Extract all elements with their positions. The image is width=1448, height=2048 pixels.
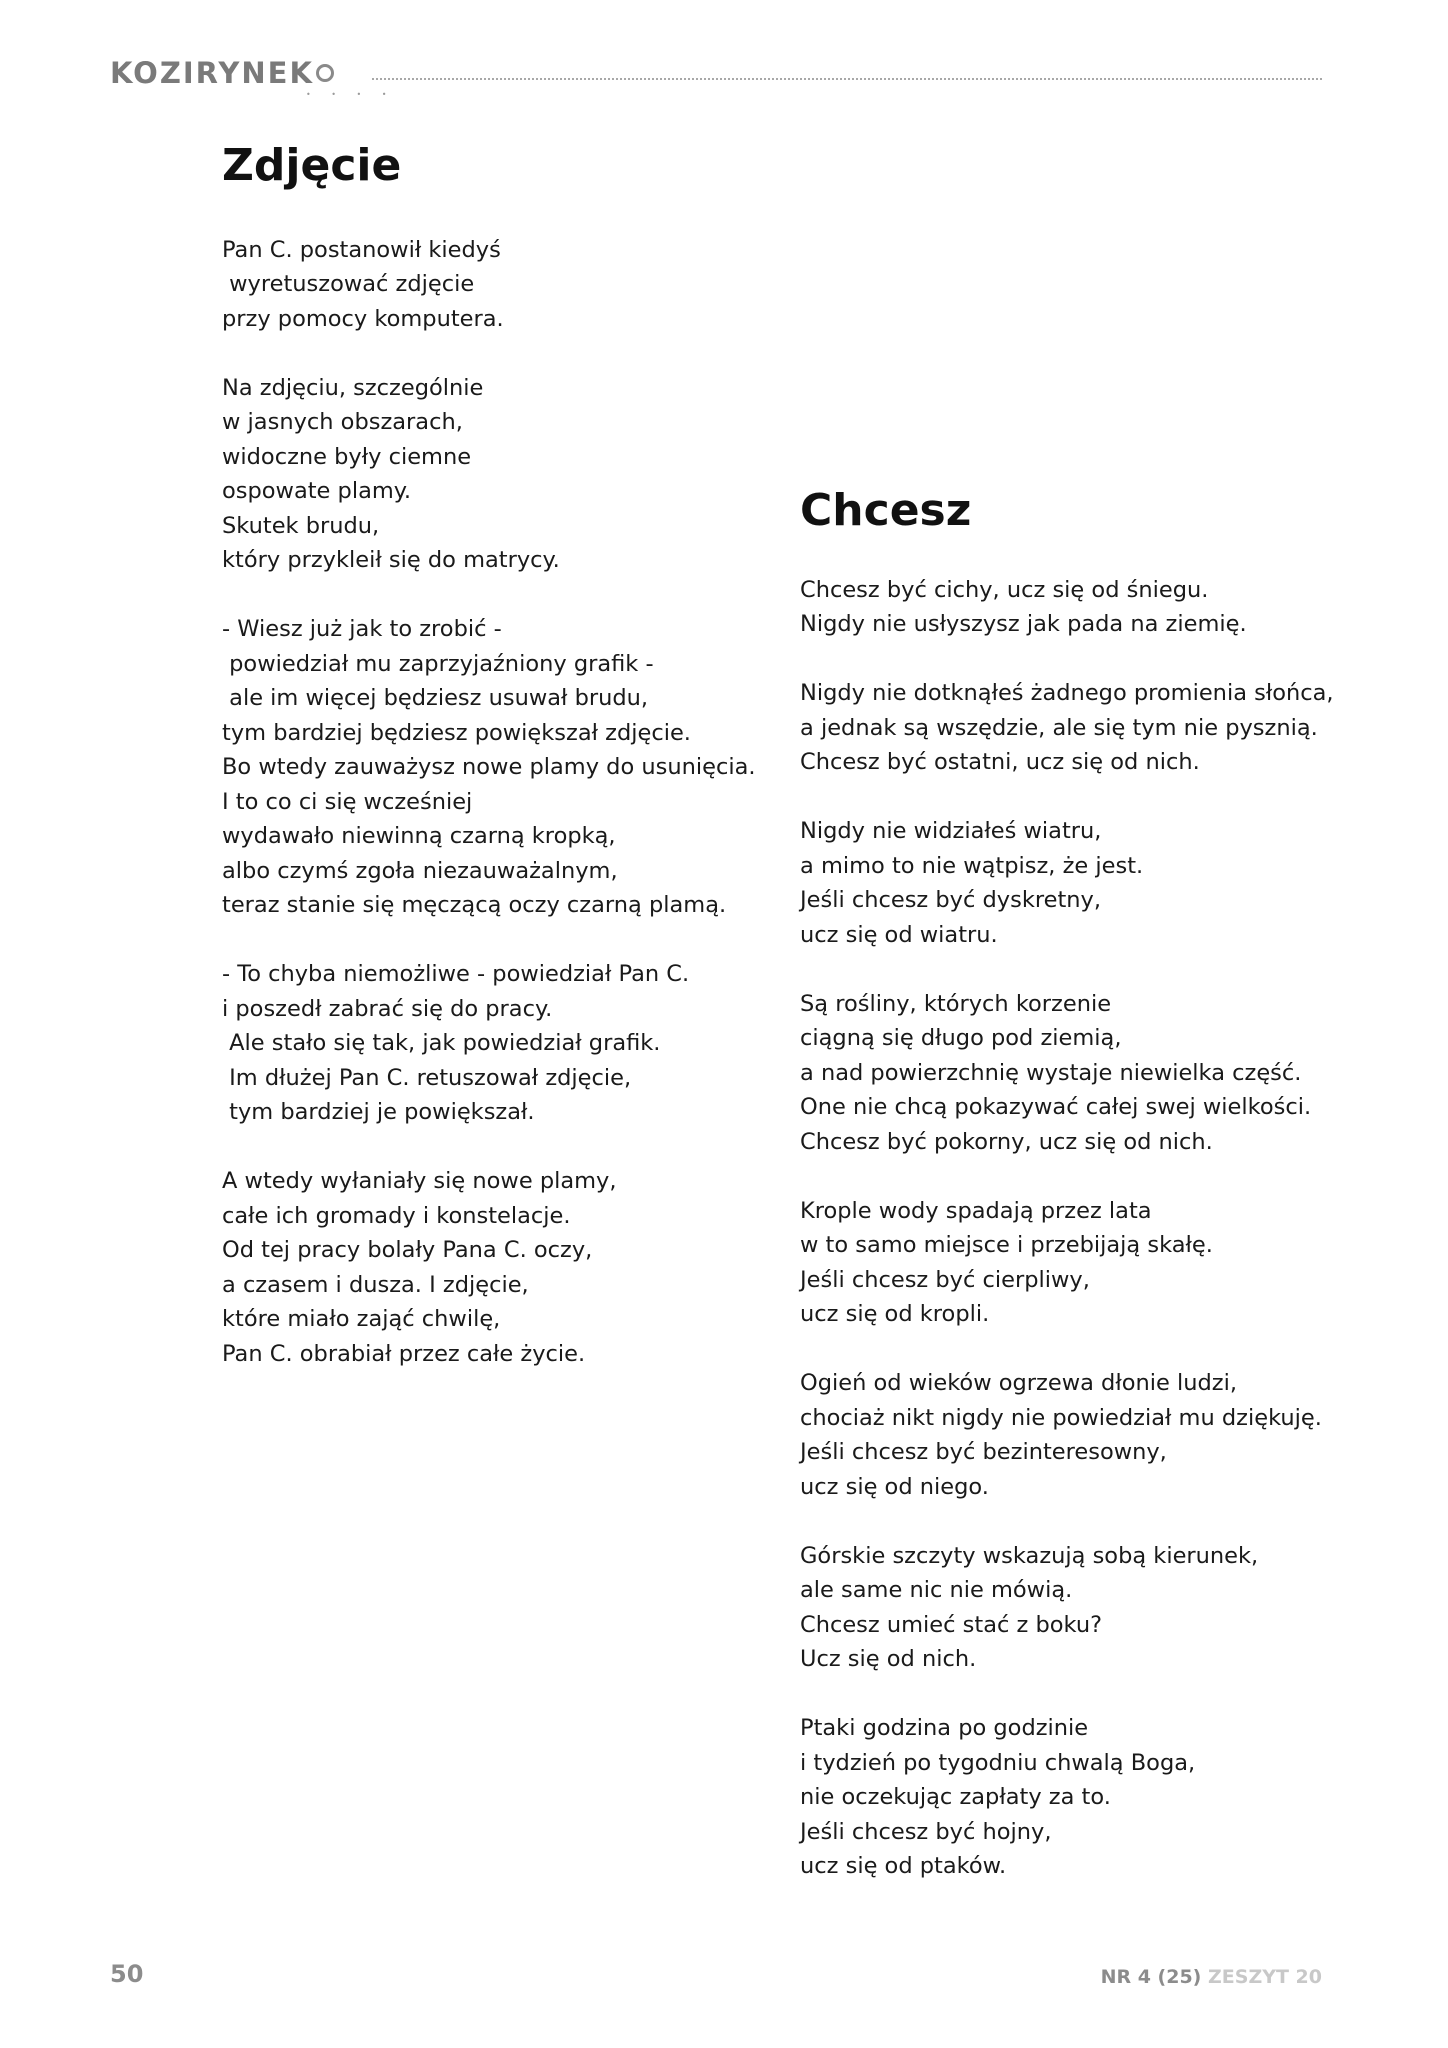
poem-line: teraz stanie się męczącą oczy czarną plamą.	[222, 892, 727, 919]
poem-line: Jeśli chcesz być bezinteresowny,	[800, 1439, 1167, 1466]
poem-line: Jeśli chcesz być hojny,	[800, 1818, 1052, 1845]
poem-line: Górskie szczyty wskazują sobą kierunek,	[800, 1542, 1259, 1569]
poem-line: Nigdy nie dotknąłeś żadnego promienia słońca,	[800, 680, 1334, 707]
logo-subtitle: • • • •	[306, 90, 396, 99]
logo-text: KOZIRYNEK	[110, 56, 314, 90]
poem-line: które miało zająć chwilę,	[222, 1306, 501, 1333]
poem-stanza	[222, 1164, 782, 1371]
poem-line: tym bardziej będziesz powiększał zdjęcie.	[222, 719, 691, 746]
poem-line: Od tej pracy bolały Pana C. oczy,	[222, 1237, 593, 1264]
poem-line: Krople wody spadają przez lata	[800, 1197, 1152, 1224]
poem-line: w jasnych obszarach,	[222, 409, 463, 436]
poem-chcesz	[800, 485, 1360, 1918]
poem-line: ucz się od ptaków.	[800, 1853, 1007, 1880]
poem-line: który przykleił się do matrycy.	[222, 547, 560, 574]
poem-line: ospowate plamy.	[222, 478, 412, 505]
issue-info	[1101, 1966, 1322, 1988]
poem-line: widoczne były ciemne	[222, 443, 472, 470]
page-number: 50	[110, 1960, 144, 1988]
poem-line: i poszedł zabrać się do pracy.	[222, 995, 553, 1022]
poem-stanza	[800, 676, 1360, 780]
poem-line: wyretuszować zdjęcie	[222, 271, 475, 298]
poem-line: powiedział mu zaprzyjaźniony grafik -	[222, 650, 654, 677]
poem-stanza	[800, 1194, 1360, 1332]
poem-line: One nie chcą pokazywać całej swej wielkości.	[800, 1094, 1312, 1121]
poem-line: nie oczekując zapłaty za to.	[800, 1784, 1111, 1811]
poem-line: Na zdjęciu, szczególnie	[222, 374, 484, 401]
poem-line: Nigdy nie widziałeś wiatru,	[800, 818, 1102, 845]
poem-line: chociaż nikt nigdy nie powiedział mu dziękuję.	[800, 1404, 1322, 1431]
poem-line: Pan C. obrabiał przez całe życie.	[222, 1340, 586, 1367]
poem-line: Ale stało się tak, jak powiedział grafik.	[222, 1030, 661, 1057]
logo-gear-icon	[316, 64, 334, 82]
poem-line: A wtedy wyłaniały się nowe plamy,	[222, 1168, 617, 1195]
poem-stanza	[800, 987, 1360, 1160]
poem-stanza	[800, 1711, 1360, 1884]
poem-line: Chcesz być cichy, ucz się od śniegu.	[800, 576, 1209, 603]
poem-line: Ogień od wieków ogrzewa dłonie ludzi,	[800, 1370, 1237, 1397]
poem-line: tym bardziej je powiększał.	[222, 1099, 535, 1126]
poem-line: Chcesz umieć stać z boku?	[800, 1611, 1103, 1638]
poem-line: Chcesz być ostatni, ucz się od nich.	[800, 749, 1200, 776]
poem-line: ucz się od kropli.	[800, 1301, 990, 1328]
poem-line: Pan C. postanowił kiedyś	[222, 236, 501, 263]
poem-line: Nigdy nie usłyszysz jak pada na ziemię.	[800, 611, 1247, 638]
poem-body	[800, 573, 1360, 1884]
poem-line: Chcesz być pokorny, ucz się od nich.	[800, 1128, 1213, 1155]
poem-line: przy pomocy komputera.	[222, 305, 504, 332]
poem-stanza	[222, 233, 782, 337]
poem-title: Chcesz	[800, 485, 972, 536]
poem-line: ucz się od niego.	[800, 1473, 989, 1500]
poem-line: Jeśli chcesz być cierpliwy,	[800, 1266, 1090, 1293]
poem-line: albo czymś zgoła niezauważalnym,	[222, 857, 618, 884]
poem-stanza	[222, 612, 782, 923]
poem-stanza	[222, 371, 782, 578]
poem-line: i tydzień po tygodniu chwalą Boga,	[800, 1749, 1196, 1776]
poem-line: wydawało niewinną czarną kropką,	[222, 823, 616, 850]
poem-stanza	[800, 1366, 1360, 1504]
poem-line: Bo wtedy zauważysz nowe plamy do usunięcia.	[222, 754, 756, 781]
poem-line: a czasem i dusza. I zdjęcie,	[222, 1271, 529, 1298]
poem-line: Są rośliny, których korzenie	[800, 990, 1112, 1017]
poem-line: ucz się od wiatru.	[800, 921, 998, 948]
poem-line: w to samo miejsce i przebijają skałę.	[800, 1232, 1213, 1259]
poem-line: Im dłużej Pan C. retuszował zdjęcie,	[222, 1064, 632, 1091]
poem-title: Zdjęcie	[222, 140, 402, 191]
poem-line: ale same nic nie mówią.	[800, 1577, 1073, 1604]
poem-zdjecie	[222, 140, 782, 1406]
poem-line: - To chyba niemożliwe - powiedział Pan C.	[222, 961, 690, 988]
poem-stanza	[800, 573, 1360, 642]
poem-line: Ucz się od nich.	[800, 1646, 977, 1673]
poem-line: ciągną się długo pod ziemią,	[800, 1025, 1122, 1052]
poem-line: I to co ci się wcześniej	[222, 788, 473, 815]
poem-line: a nad powierzchnię wystaje niewielka część.	[800, 1059, 1302, 1086]
magazine-logo	[110, 56, 334, 90]
poem-line: Jeśli chcesz być dyskretny,	[800, 887, 1102, 914]
issue-number: NR 4 (25)	[1100, 1966, 1202, 1988]
zeszyt-label: ZESZYT 20	[1208, 1966, 1322, 1988]
poem-body	[222, 233, 782, 1372]
poem-stanza	[222, 957, 782, 1130]
poem-line: ale im więcej będziesz usuwał brudu,	[222, 685, 649, 712]
header-dotted-rule	[372, 78, 1322, 80]
poem-line: całe ich gromady i konstelacje.	[222, 1202, 571, 1229]
poem-line: a jednak są wszędzie, ale się tym nie pysznią.	[800, 714, 1318, 741]
poem-stanza	[800, 814, 1360, 952]
poem-line: Ptaki godzina po godzinie	[800, 1715, 1089, 1742]
poem-line: Skutek brudu,	[222, 512, 380, 539]
poem-line: - Wiesz już jak to zrobić -	[222, 616, 502, 643]
poem-stanza	[800, 1539, 1360, 1677]
page-header	[110, 50, 1322, 100]
poem-line: a mimo to nie wątpisz, że jest.	[800, 852, 1144, 879]
